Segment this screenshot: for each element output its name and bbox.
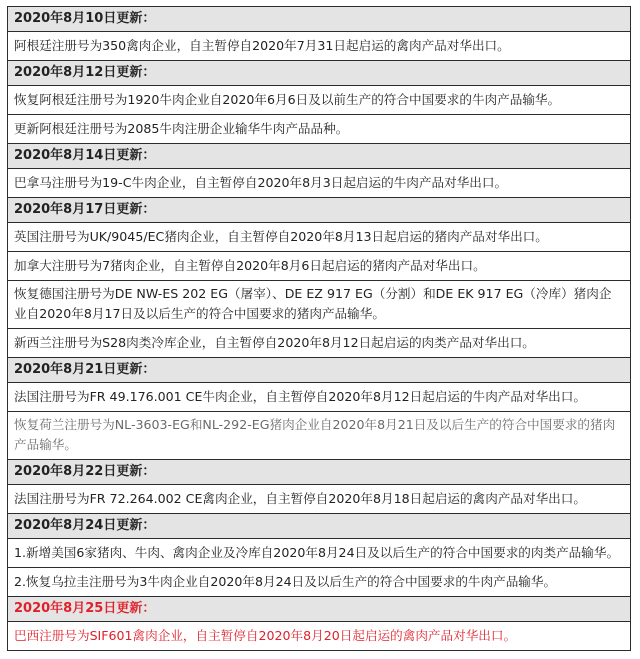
update-entry-text: 新西兰注册号为S28肉类冷库企业，自主暂停自2020年8月12日起启运的肉类产品对华出口。 [8,329,631,358]
update-date: 2020年8月21日更新： [8,358,631,383]
date-header-row [8,514,631,539]
update-entry-text: 恢复阿根廷注册号为1920牛肉企业自2020年6月6日及以前生产的符合中国要求的牛肉产品输华。 [8,86,631,115]
update-entry-text: 2.恢复乌拉圭注册号为3牛肉企业自2020年8月24日及以后生产的符合中国要求的牛肉产品输华。 [8,568,631,597]
update-entry-text: 阿根廷注册号为350禽肉企业，自主暂停自2020年7月31日起启运的禽肉产品对华出口。 [8,32,631,61]
update-entry-row [8,568,631,597]
update-entry-text: 法国注册号为FR 72.264.002 CE禽肉企业，自主暂停自2020年8月18日起启运的禽肉产品对华出口。 [8,485,631,514]
update-entry-row [8,329,631,358]
update-table [7,6,631,651]
update-date: 2020年8月24日更新： [8,514,631,539]
update-entry-row [8,412,631,460]
update-entry-text: 恢复荷兰注册号为NL-3603-EG和NL-292-EG猪肉企业自2020年8月21日及以后生产的符合中国要求的猪肉产品输华。 [8,412,631,460]
update-date: 2020年8月14日更新： [8,144,631,169]
date-header-row [8,144,631,169]
update-entry-row [8,115,631,144]
update-entry-row [8,169,631,198]
date-header-row [8,597,631,622]
update-entry-text: 恢复德国注册号为DE NW-ES 202 EG（屠宰）、DE EZ 917 EG（分割）和DE EK 917 EG（冷库）猪肉企业自2020年8月17日及以后生产的符合中国要求的猪肉产品输华。 [8,281,631,329]
update-entry-row [8,86,631,115]
update-date: 2020年8月10日更新： [8,7,631,32]
update-entry-text: 英国注册号为UK/9045/EC猪肉企业，自主暂停自2020年8月13日起启运的猪肉产品对华出口。 [8,223,631,252]
update-entry-text: 更新阿根廷注册号为2085牛肉注册企业输华牛肉产品品种。 [8,115,631,144]
update-entry-row [8,32,631,61]
date-header-row [8,198,631,223]
update-entry-text: 法国注册号为FR 49.176.001 CE牛肉企业，自主暂停自2020年8月12日起启运的牛肉产品对华出口。 [8,383,631,412]
update-entry-row [8,383,631,412]
update-date: 2020年8月25日更新： [8,597,631,622]
date-header-row [8,61,631,86]
date-header-row [8,358,631,383]
update-entry-row [8,281,631,329]
update-entry-row [8,485,631,514]
update-entry-text: 巴拿马注册号为19-C牛肉企业，自主暂停自2020年8月3日起启运的牛肉产品对华出口。 [8,169,631,198]
update-entry-row [8,223,631,252]
update-log [7,6,631,651]
update-entry-text: 1.新增美国6家猪肉、牛肉、禽肉企业及冷库自2020年8月24日及以后生产的符合中国要求的肉类产品输华。 [8,539,631,568]
update-entry-text: 巴西注册号为SIF601禽肉企业，自主暂停自2020年8月20日起启运的禽肉产品对华出口。 [8,622,631,651]
update-entry-text: 加拿大注册号为7猪肉企业，自主暂停自2020年8月6日起启运的猪肉产品对华出口。 [8,252,631,281]
date-header-row [8,7,631,32]
update-entry-row [8,539,631,568]
update-entry-row [8,622,631,651]
update-date: 2020年8月22日更新： [8,460,631,485]
update-date: 2020年8月12日更新： [8,61,631,86]
update-entry-row [8,252,631,281]
date-header-row [8,460,631,485]
update-date: 2020年8月17日更新： [8,198,631,223]
update-table-body [8,7,631,651]
